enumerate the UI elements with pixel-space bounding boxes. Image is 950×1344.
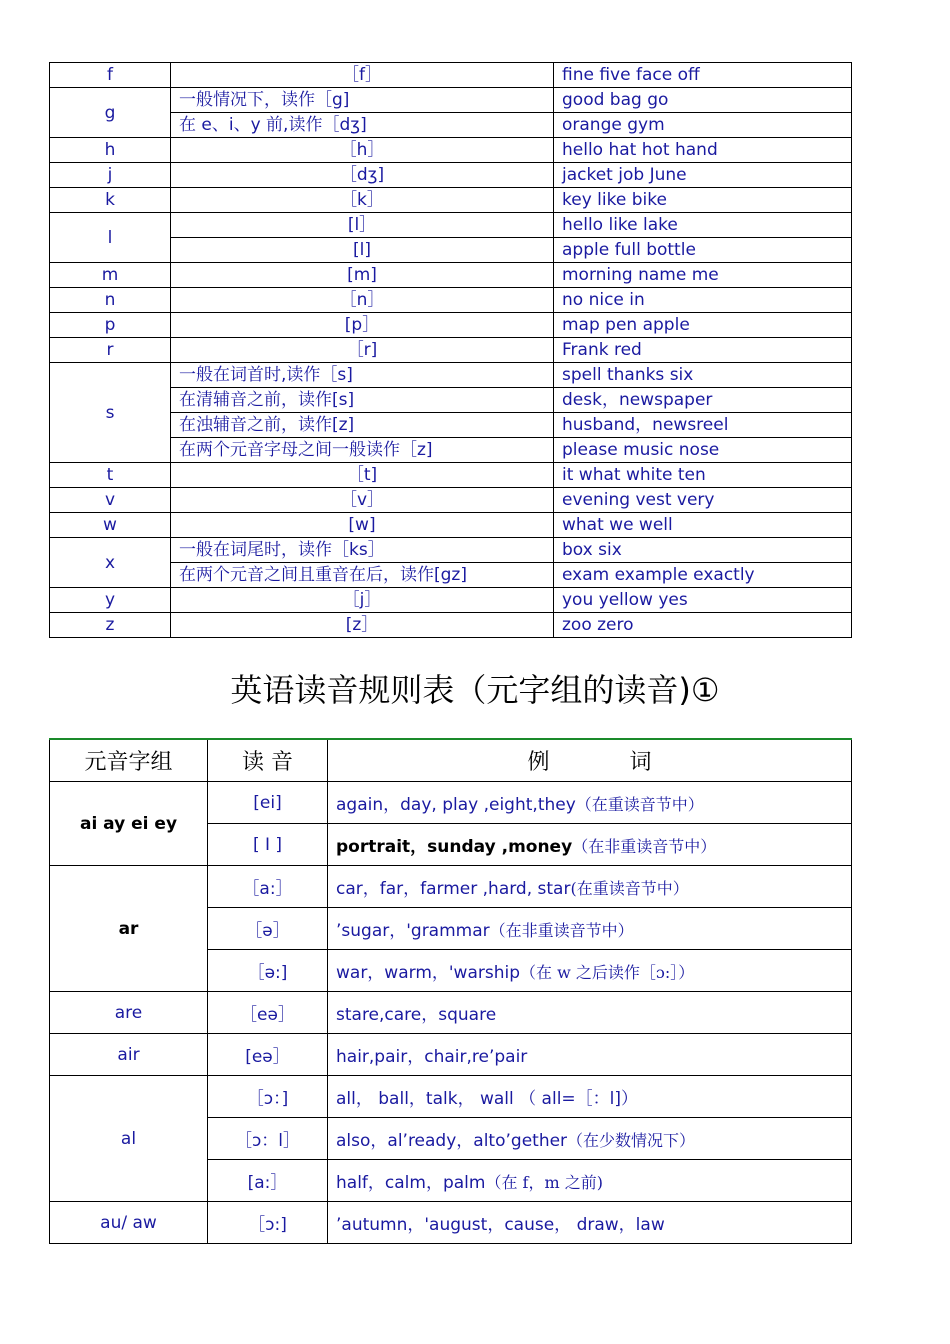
- vowel-sound: ［ə:]: [208, 950, 328, 992]
- vowel-example-note: （在 f，m 之前): [485, 1173, 603, 1192]
- consonant-row: [50, 63, 852, 88]
- vowel-example-note: (在重读音节中）: [570, 879, 689, 898]
- consonant-examples: evening vest very: [554, 488, 852, 513]
- vowel-sound: ［ɔ:]: [208, 1202, 328, 1244]
- consonant-row: [50, 88, 852, 113]
- consonant-row: [50, 213, 852, 238]
- vowel-table: [49, 738, 852, 1244]
- vowel-sound: [a:］: [208, 1160, 328, 1202]
- consonant-sound: [w]: [171, 513, 554, 538]
- vowel-example-note: （在非重读音节中）: [572, 837, 717, 856]
- consonant-examples: exam example exactly: [554, 563, 852, 588]
- consonant-row: [50, 363, 852, 388]
- consonant-row: [50, 288, 852, 313]
- consonant-examples: fine five face off: [554, 63, 852, 88]
- consonant-examples: box six: [554, 538, 852, 563]
- consonant-examples: desk，newspaper: [554, 388, 852, 413]
- vowel-example: [328, 950, 852, 992]
- vowel-row: [50, 782, 852, 824]
- vowel-example-words: stare,care，square: [336, 1005, 497, 1025]
- consonant-letter: w: [50, 513, 171, 538]
- consonant-row: [50, 413, 852, 438]
- vowel-example: [328, 908, 852, 950]
- consonant-row: [50, 438, 852, 463]
- consonant-sound: ［h］: [171, 138, 554, 163]
- vowel-example-note: （在 w 之后读作［ɔ:］）: [520, 963, 695, 982]
- consonant-sound: [l］: [171, 213, 554, 238]
- vowel-example: [328, 1118, 852, 1160]
- vowel-group: air: [50, 1034, 208, 1076]
- consonant-examples: key like bike: [554, 188, 852, 213]
- consonant-row: [50, 188, 852, 213]
- consonant-sound: ［n］: [171, 288, 554, 313]
- vowel-example-words: portrait，sunday ,money: [336, 837, 573, 857]
- header-example-left: 例: [527, 750, 550, 775]
- consonant-sound: ［dʒ]: [171, 163, 554, 188]
- consonant-examples: hello hat hot hand: [554, 138, 852, 163]
- consonant-sound: ［k］: [171, 188, 554, 213]
- consonant-table: [49, 62, 852, 638]
- vowel-example-note: （在少数情况下）: [567, 1131, 696, 1150]
- consonant-row: [50, 263, 852, 288]
- consonant-letter: h: [50, 138, 171, 163]
- consonant-letter: l: [50, 213, 171, 263]
- consonant-sound: ［v］: [171, 488, 554, 513]
- consonant-sound: [l]: [171, 238, 554, 263]
- consonant-sound: 一般在词尾时，读作［ks］: [171, 538, 554, 563]
- consonant-row: [50, 388, 852, 413]
- consonant-sound: 在两个元音字母之间一般读作［z]: [171, 438, 554, 463]
- consonant-examples: zoo zero: [554, 613, 852, 638]
- consonant-letter: j: [50, 163, 171, 188]
- consonant-row: [50, 588, 852, 613]
- consonant-row: [50, 563, 852, 588]
- vowel-sound: ［ɔ：l］: [208, 1118, 328, 1160]
- vowel-group: ai ay ei ey: [50, 782, 208, 866]
- vowel-sound: ［ə］: [208, 908, 328, 950]
- header-example: [328, 739, 852, 782]
- consonant-examples: what we well: [554, 513, 852, 538]
- vowel-example-words: car，far，farmer ,hard, star: [336, 879, 571, 899]
- page-title: 英语读音规则表（元字组的读音)①: [230, 671, 720, 709]
- vowel-example-note: （在非重读音节中）: [489, 921, 634, 940]
- consonant-letter: p: [50, 313, 171, 338]
- consonant-sound: ［t]: [171, 463, 554, 488]
- vowel-example: [328, 992, 852, 1034]
- consonant-examples: jacket job June: [554, 163, 852, 188]
- vowel-row: [50, 1202, 852, 1244]
- consonant-letter: r: [50, 338, 171, 363]
- vowel-group: are: [50, 992, 208, 1034]
- consonant-examples: no nice in: [554, 288, 852, 313]
- consonant-row: [50, 613, 852, 638]
- vowel-row: [50, 992, 852, 1034]
- consonant-sound: 在浊辅音之前，读作[z]: [171, 413, 554, 438]
- consonant-examples: good bag go: [554, 88, 852, 113]
- consonant-table-body: [50, 63, 852, 638]
- consonant-letter: m: [50, 263, 171, 288]
- consonant-sound: [m]: [171, 263, 554, 288]
- vowel-group: au/ aw: [50, 1202, 208, 1244]
- vowel-example-words: ’sugar，'grammar: [336, 921, 490, 941]
- vowel-example-words: ’autumn，'august，cause， draw，law: [336, 1215, 665, 1235]
- vowel-example: [328, 1160, 852, 1202]
- consonant-examples: it what white ten: [554, 463, 852, 488]
- consonant-examples: husband，newsreel: [554, 413, 852, 438]
- consonant-sound: ［r]: [171, 338, 554, 363]
- vowel-sound: [eə］: [208, 1034, 328, 1076]
- consonant-examples: apple full bottle: [554, 238, 852, 263]
- consonant-letter: v: [50, 488, 171, 513]
- vowel-example: [328, 824, 852, 866]
- consonant-letter: k: [50, 188, 171, 213]
- consonant-examples: Frank red: [554, 338, 852, 363]
- consonant-letter: g: [50, 88, 171, 138]
- consonant-examples: please music nose: [554, 438, 852, 463]
- vowel-example-words: also，al’ready，alto’gether: [336, 1131, 568, 1151]
- vowel-sound: [ I ]: [208, 824, 328, 866]
- vowel-row: [50, 1076, 852, 1118]
- vowel-group: al: [50, 1076, 208, 1202]
- consonant-row: [50, 513, 852, 538]
- consonant-row: [50, 238, 852, 263]
- consonant-examples: hello like lake: [554, 213, 852, 238]
- consonant-letter: z: [50, 613, 171, 638]
- consonant-row: [50, 338, 852, 363]
- consonant-row: [50, 113, 852, 138]
- consonant-sound: ［j］: [171, 588, 554, 613]
- vowel-example-words: half，calm，palm: [336, 1173, 486, 1193]
- vowel-example: [328, 782, 852, 824]
- vowel-table-body: [50, 782, 852, 1244]
- consonant-row: [50, 488, 852, 513]
- consonant-examples: you yellow yes: [554, 588, 852, 613]
- consonant-letter: t: [50, 463, 171, 488]
- vowel-row: [50, 1034, 852, 1076]
- header-example-right: 词: [629, 750, 652, 775]
- vowel-sound: ［a:］: [208, 866, 328, 908]
- consonant-letter: f: [50, 63, 171, 88]
- vowel-example-note: （在重读音节中）: [575, 795, 704, 814]
- vowel-example-words: all， ball，talk， wall （ all=［：l]）: [336, 1089, 639, 1109]
- consonant-row: [50, 138, 852, 163]
- vowel-example: [328, 866, 852, 908]
- header-group: 元音字组: [50, 739, 208, 782]
- vowel-table-header: [50, 739, 852, 782]
- consonant-row: [50, 463, 852, 488]
- consonant-examples: morning name me: [554, 263, 852, 288]
- header-sound: 读 音: [208, 739, 328, 782]
- consonant-sound: [z］: [171, 613, 554, 638]
- consonant-row: [50, 163, 852, 188]
- vowel-sound: ［eə］: [208, 992, 328, 1034]
- consonant-examples: map pen apple: [554, 313, 852, 338]
- vowel-example: [328, 1076, 852, 1118]
- consonant-letter: n: [50, 288, 171, 313]
- consonant-sound: 在 e、i、y 前,读作［dʒ]: [171, 113, 554, 138]
- consonant-letter: x: [50, 538, 171, 588]
- consonant-sound: 一般情况下，读作［g]: [171, 88, 554, 113]
- vowel-group: ar: [50, 866, 208, 992]
- consonant-examples: orange gym: [554, 113, 852, 138]
- vowel-sound: ［ɔ：]: [208, 1076, 328, 1118]
- consonant-sound: 在两个元音之间且重音在后，读作[gz]: [171, 563, 554, 588]
- consonant-letter: s: [50, 363, 171, 463]
- consonant-examples: spell thanks six: [554, 363, 852, 388]
- vowel-example-words: again，day, play ,eight,they: [336, 795, 576, 815]
- vowel-example-words: hair,pair，chair,re’pair: [336, 1047, 528, 1067]
- vowel-row: [50, 866, 852, 908]
- consonant-sound: [p］: [171, 313, 554, 338]
- consonant-row: [50, 538, 852, 563]
- vowel-example: [328, 1202, 852, 1244]
- consonant-letter: y: [50, 588, 171, 613]
- vowel-sound: [ei]: [208, 782, 328, 824]
- consonant-sound: 一般在词首时,读作［s]: [171, 363, 554, 388]
- consonant-row: [50, 313, 852, 338]
- vowel-example-words: war，warm，'warship: [336, 963, 521, 983]
- consonant-sound: 在清辅音之前，读作[s]: [171, 388, 554, 413]
- vowel-example: [328, 1034, 852, 1076]
- consonant-sound: ［f］: [171, 63, 554, 88]
